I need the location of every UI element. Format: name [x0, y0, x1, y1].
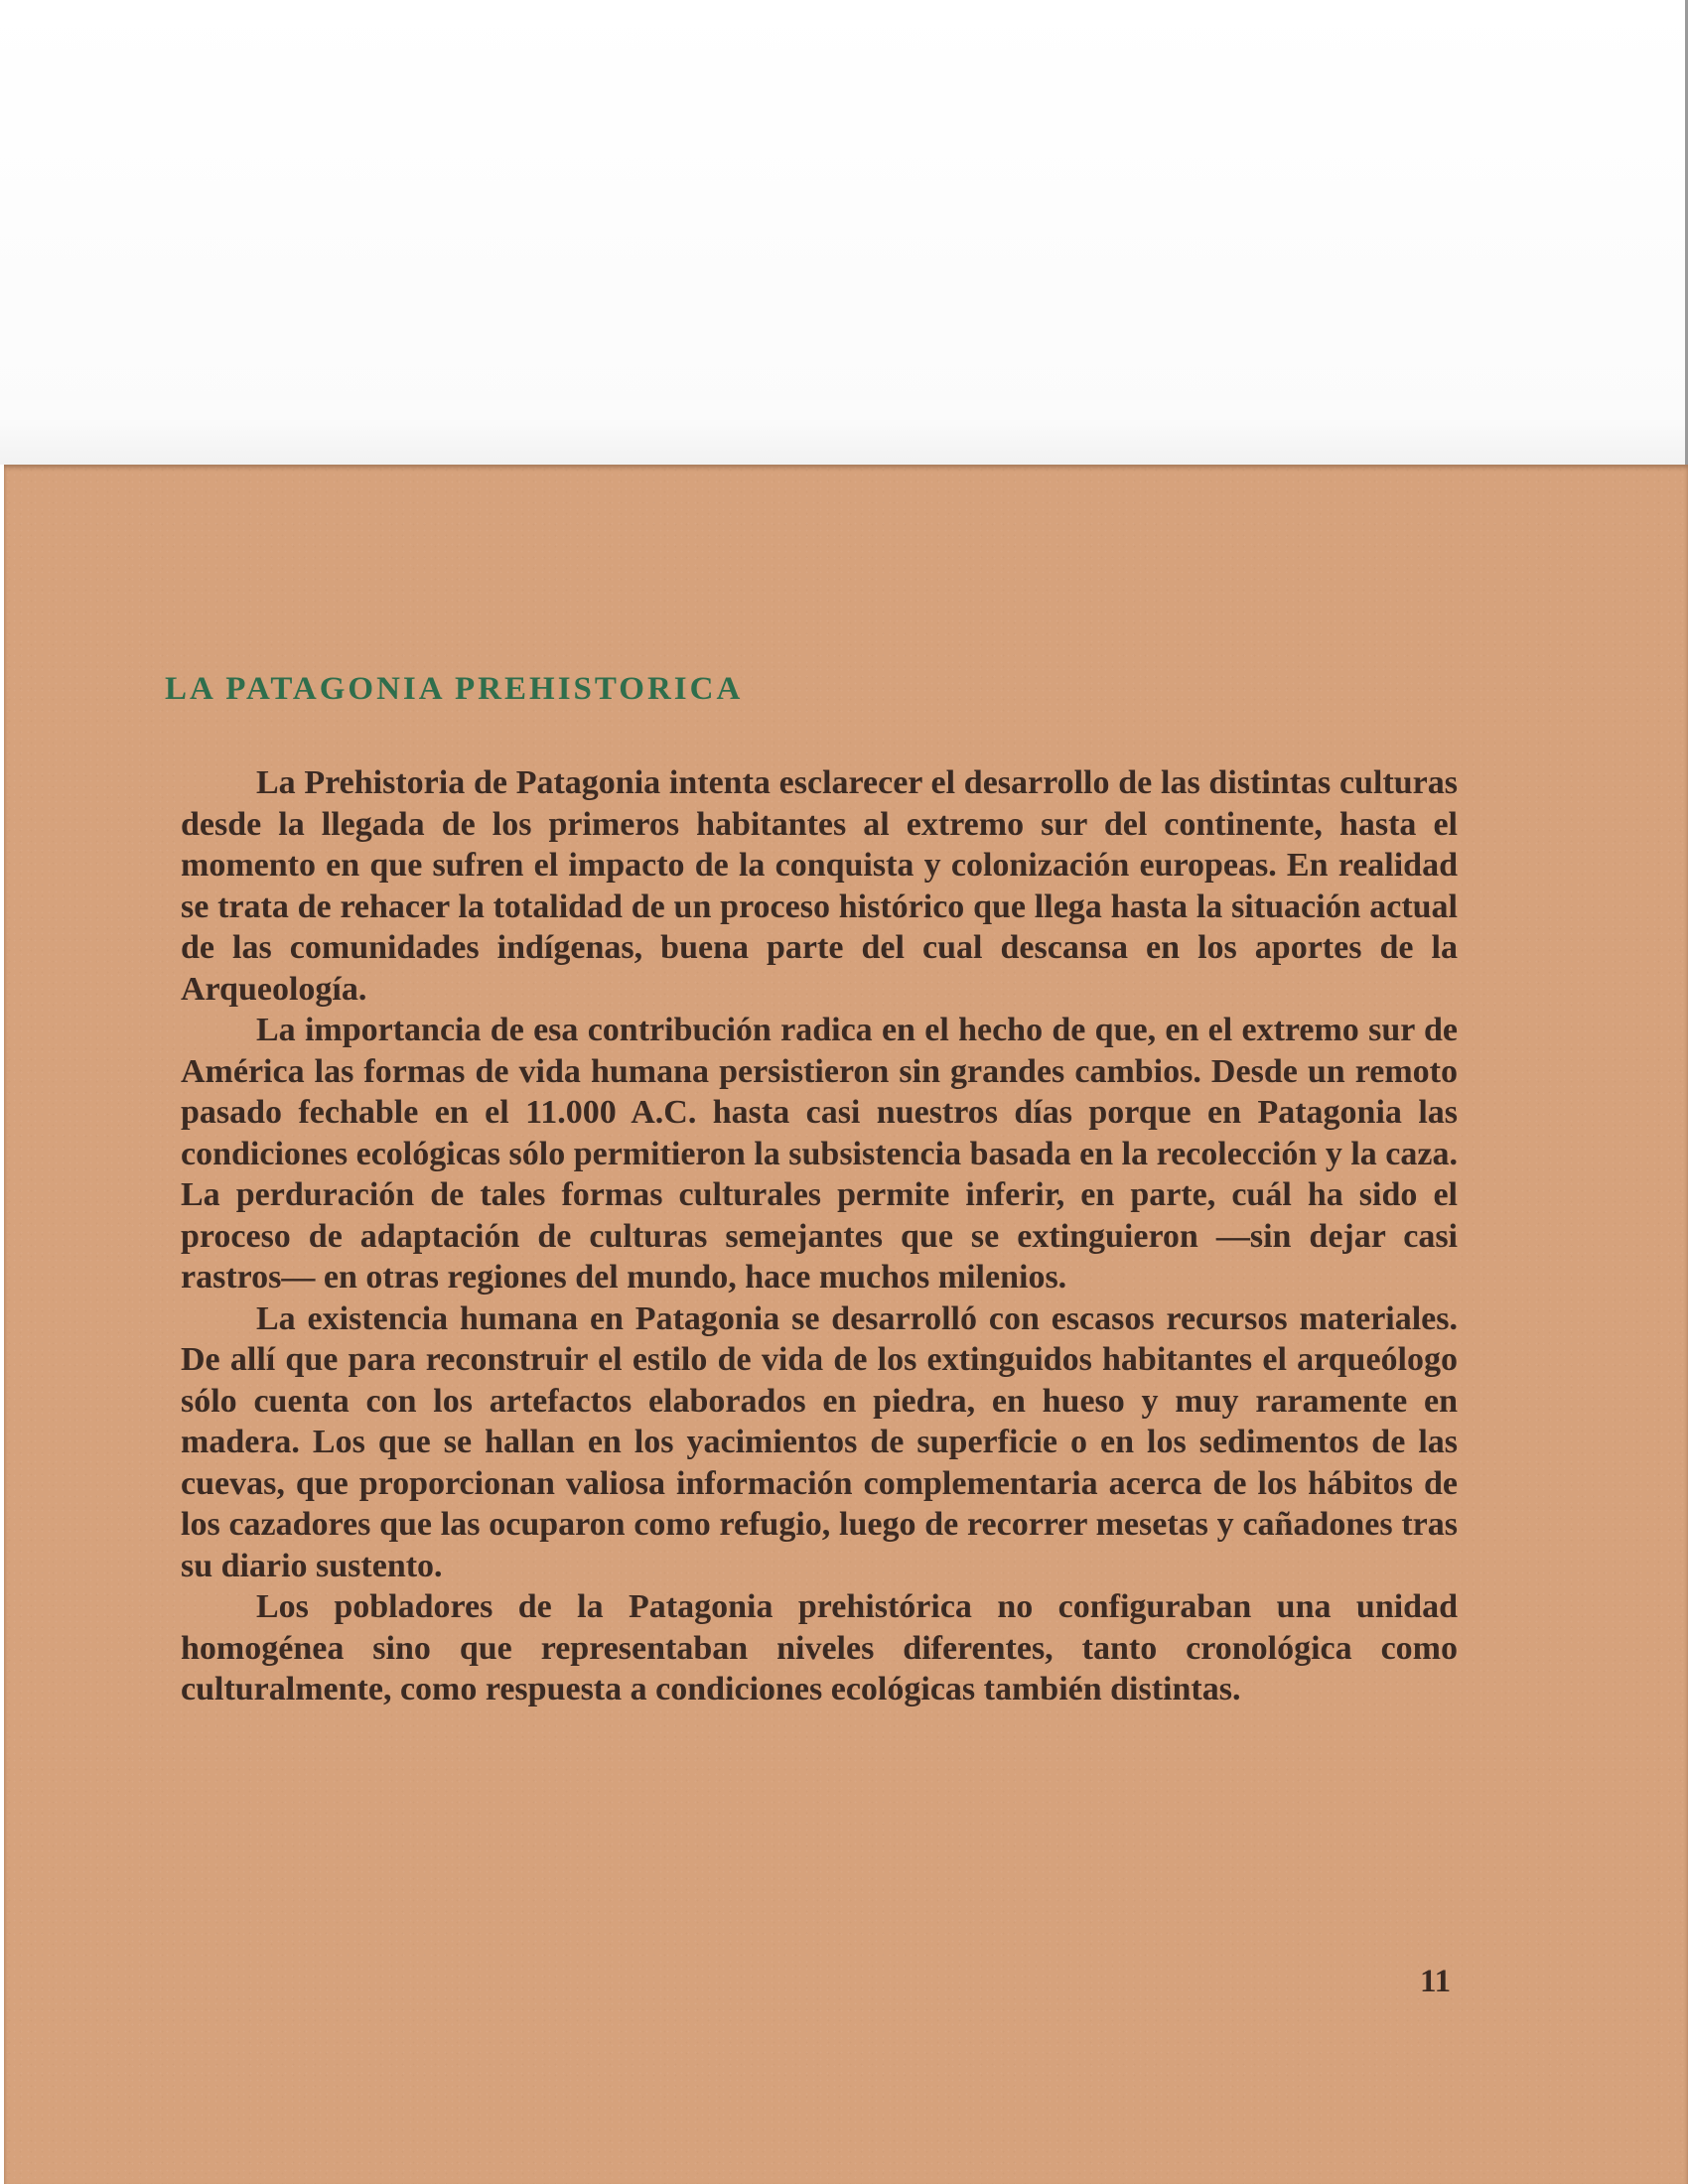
- page-number: 11: [1420, 1964, 1452, 1999]
- body-text: [181, 762, 1458, 1710]
- paragraph-2: La importancia de esa contribución radica en el hecho de que, en el extremo sur de América las formas de vida humana persistieron sin grandes cambios. Desde un remoto pasado fechable en el 11.000 A.C. hasta casi nuestros días porque en Patagonia las condiciones ecológicas sólo permitieron la subsistencia basada en la recolección y la caza. La perduración de tales formas culturales permite inferir, en parte, cuál ha sido el proceso de adaptación de culturas semejantes que se extinguieron —sin dejar casi rastros— en otras regiones del mundo, hace muchos milenios.: [181, 1012, 1458, 1296]
- chapter-title: LA PATAGONIA PREHISTORICA: [165, 671, 744, 707]
- paragraph-3: La existencia humana en Patagonia se desarrolló con escasos recursos materiales. De allí que para reconstruir el estilo de vida de los extinguidos habitantes el arqueólogo sólo cuenta con los artefactos elaborados en piedra, en hueso y muy raramente en madera. Los que se hallan en los yacimientos de superficie o en los sedimentos de las cuevas, que proporcionan valiosa información complementaria acerca de los hábitos de los cazadores que las ocuparon como refugio, luego de recorrer mesetas y cañadones tras su diario sustento.: [181, 1299, 1458, 1584]
- paragraph-4: Los pobladores de la Patagonia prehistórica no configuraban una unidad homogénea sino que representaban niveles diferentes, tanto cronológica como culturalmente, como respuesta a condiciones ecológicas también distintas.: [181, 1588, 1458, 1707]
- scanner-background: [0, 0, 1688, 465]
- paragraph-1: La Prehistoria de Patagonia intenta esclarecer el desarrollo de las distintas culturas desde la llegada de los primeros habitantes al extremo sur del continente, hasta el momento en que sufren el impacto de la conquista y colonización europeas. En realidad se trata de rehacer la totalidad de un proceso histórico que llega hasta la situación actual de las comunidades indígenas, buena parte del cual descansa en los aportes de la Arqueología.: [181, 764, 1458, 1008]
